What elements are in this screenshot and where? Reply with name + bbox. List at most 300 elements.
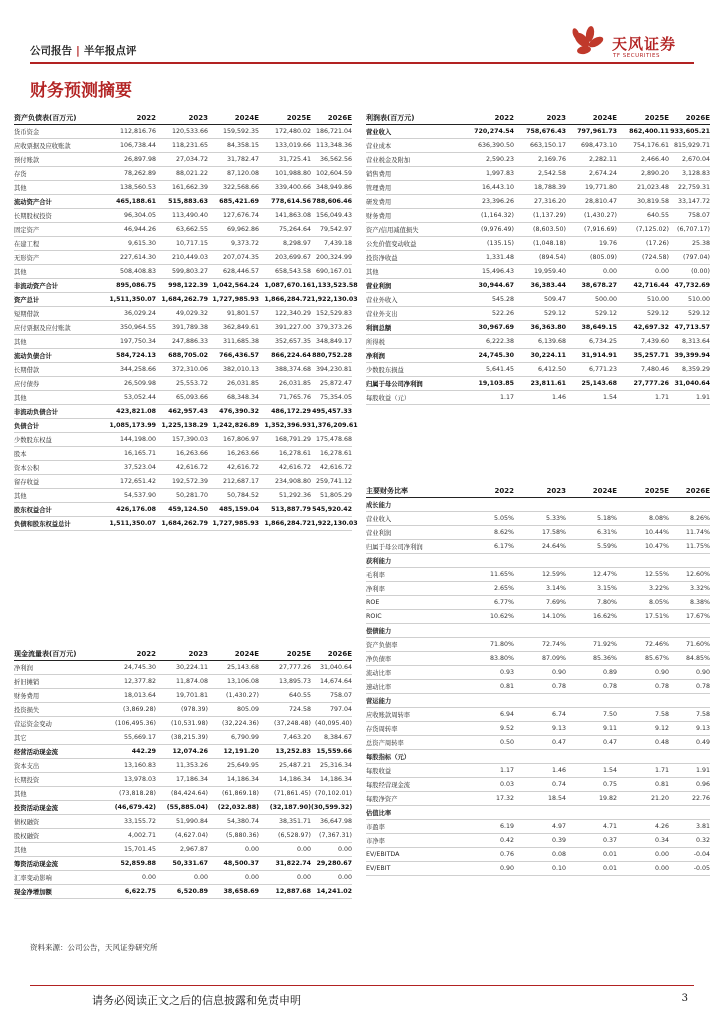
cell-value: 0.90 (617, 666, 669, 680)
cell-value: 998,122.39 (156, 279, 208, 293)
row-label: 营业外收入 (366, 293, 458, 307)
cell-value: 0.00 (208, 871, 259, 885)
cell-value: 88,021.22 (156, 167, 208, 181)
row-label: 净利润 (366, 349, 458, 363)
table-row (14, 857, 352, 871)
row-label: 股东权益合计 (14, 503, 100, 517)
table-row (14, 293, 352, 307)
row-label: 市净率 (366, 834, 458, 848)
table-row (14, 251, 352, 265)
table-row (366, 377, 710, 391)
cell-value: 0.03 (458, 778, 514, 792)
cell-value: 42,716.44 (617, 279, 669, 293)
cell-value: (61,869.18) (208, 787, 259, 801)
cell-value (566, 554, 617, 568)
column-header: 2025E (259, 111, 311, 125)
cell-value (669, 554, 710, 568)
cell-value: 33,147.72 (669, 195, 710, 209)
table-row (366, 391, 710, 405)
cell-value: 71.92% (566, 638, 617, 652)
cell-value: 17.51% (617, 610, 669, 624)
row-label: ROE (366, 596, 458, 610)
cell-value: 47,713.57 (669, 321, 710, 335)
cell-value: 96,304.05 (100, 209, 156, 223)
row-label: 资产负债率 (366, 638, 458, 652)
row-label: 流动资产合计 (14, 195, 100, 209)
cell-value (566, 498, 617, 512)
cell-value: 9,615.30 (100, 237, 156, 251)
cell-value: 91,801.57 (208, 307, 259, 321)
cell-value: 6.94 (458, 708, 514, 722)
cell-value: 6,734.25 (566, 335, 617, 349)
cell-value: 26,509.98 (100, 377, 156, 391)
cell-value: 127,676.74 (208, 209, 259, 223)
cell-value: 2,890.20 (617, 167, 669, 181)
cell-value: 5,641.45 (458, 363, 514, 377)
cell-value: 42,616.72 (156, 461, 208, 475)
table-row (366, 708, 710, 722)
cell-value: 12,191.20 (208, 745, 259, 759)
cell-value: (724.58) (617, 251, 669, 265)
cell-value: 197,750.34 (100, 335, 156, 349)
cell-value: 7.58 (669, 708, 710, 722)
row-label: 无形资产 (14, 251, 100, 265)
cell-value: 1,225,138.29 (156, 419, 208, 433)
cell-value: 36,383.44 (514, 279, 566, 293)
cell-value: 754,176.61 (617, 139, 669, 153)
table-row (14, 745, 352, 759)
cell-value: 7.69% (514, 596, 566, 610)
cell-value: 38,658.69 (208, 885, 259, 899)
cell-value: 515,883.63 (156, 195, 208, 209)
row-label: 资本支出 (14, 759, 100, 773)
row-label: 每股收益 (366, 764, 458, 778)
row-label: 折旧摊销 (14, 675, 100, 689)
row-label: 非流动负债合计 (14, 405, 100, 419)
row-label: 固定资产 (14, 223, 100, 237)
cell-value: 1,087,670.16 (259, 279, 311, 293)
cell-value (514, 750, 566, 764)
table-row (14, 209, 352, 223)
cell-value: 0.48 (617, 736, 669, 750)
cell-value: 509.47 (514, 293, 566, 307)
cell-value: 529.12 (617, 307, 669, 321)
row-label: 归属于母公司净利润 (366, 377, 458, 391)
cell-value: 13,160.83 (100, 759, 156, 773)
table-row (14, 265, 352, 279)
row-label: 少数股东权益 (14, 433, 100, 447)
row-label: EV/EBITDA (366, 848, 458, 862)
cell-value: 1,242,826.89 (208, 419, 259, 433)
table-row (14, 321, 352, 335)
row-label: 研发费用 (366, 195, 458, 209)
cell-value: 0.78 (617, 680, 669, 694)
cell-value: 3.14% (514, 582, 566, 596)
cell-value: 203,699.67 (259, 251, 311, 265)
row-label: 应付债券 (14, 377, 100, 391)
cell-value: 1.54 (566, 391, 617, 405)
row-label: 其他 (14, 391, 100, 405)
table-row (14, 167, 352, 181)
column-header: 2025E (259, 647, 311, 661)
cell-value: 0.78 (669, 680, 710, 694)
report-section: 半年报点评 (83, 45, 137, 57)
cell-value: 71.80% (458, 638, 514, 652)
cell-value: 18,788.39 (514, 181, 566, 195)
cell-value: (10,531.98) (156, 717, 208, 731)
cell-value: 1,866,284.72 (259, 517, 311, 531)
cell-value: 322,568.66 (208, 181, 259, 195)
cell-value: 6,790.99 (208, 731, 259, 745)
cell-value: 362,849.61 (208, 321, 259, 335)
cell-value: 25,316.34 (311, 759, 352, 773)
page-title: 财务预测摘要 (30, 81, 132, 101)
column-header: 2026E (311, 647, 352, 661)
cell-value: 55,669.17 (100, 731, 156, 745)
row-label: 长期投资 (14, 773, 100, 787)
cell-value: 0.00 (566, 265, 617, 279)
cell-value: 65,093.66 (156, 391, 208, 405)
cell-value: 78,262.89 (100, 167, 156, 181)
cell-value: 4.26 (617, 820, 669, 834)
table-row (14, 489, 352, 503)
table-row (366, 153, 710, 167)
cell-value: 2,282.11 (566, 153, 617, 167)
cell-value: 0.47 (514, 736, 566, 750)
cell-value: 8.05% (617, 596, 669, 610)
row-label: 存货 (14, 167, 100, 181)
row-label: 营业税金及附加 (366, 153, 458, 167)
cell-value: -0.04 (669, 848, 710, 862)
cell-value: 101,988.80 (259, 167, 311, 181)
cell-value: 0.47 (566, 736, 617, 750)
cell-value: 9.12 (617, 722, 669, 736)
row-label: 每股指标（元） (366, 750, 458, 764)
table-row (14, 661, 352, 675)
cell-value: 84.85% (669, 652, 710, 666)
cell-value: 0.50 (458, 736, 514, 750)
cell-value: 4.97 (514, 820, 566, 834)
cell-value: 19,701.81 (156, 689, 208, 703)
cell-value: 866,224.64 (259, 349, 311, 363)
row-label: 在建工程 (14, 237, 100, 251)
table-row (366, 335, 710, 349)
table-row (14, 335, 352, 349)
cell-value: 42,697.32 (617, 321, 669, 335)
cell-value: 31,040.64 (669, 377, 710, 391)
cell-value: 4.71 (566, 820, 617, 834)
cell-value: 6,520.89 (156, 885, 208, 899)
cell-value: 75,354.05 (311, 391, 352, 405)
column-header: 2026E (311, 111, 352, 125)
cell-value: 25,143.68 (566, 377, 617, 391)
cell-value: 186,721.04 (311, 125, 352, 139)
table-header-row (366, 484, 710, 498)
logo-name-cn: 天风证券 (612, 35, 677, 53)
cell-value: 6.74 (514, 708, 566, 722)
table-row (366, 610, 710, 624)
table-row (366, 764, 710, 778)
cell-value: 0.00 (156, 871, 208, 885)
cell-value: (70,102.01) (311, 787, 352, 801)
cell-value: 161,662.39 (156, 181, 208, 195)
cell-value (458, 806, 514, 820)
table-row (14, 717, 352, 731)
row-label: 营运能力 (366, 694, 458, 708)
cell-value: 1,684,262.79 (156, 517, 208, 531)
cell-value: 28,810.47 (566, 195, 617, 209)
cell-value: 599,803.27 (156, 265, 208, 279)
table-row (366, 265, 710, 279)
cell-value: 14,241.02 (311, 885, 352, 899)
cell-value: (6,707.17) (669, 223, 710, 237)
cell-value (669, 806, 710, 820)
table-header-row (366, 111, 710, 125)
cell-value: 2,169.76 (514, 153, 566, 167)
row-label: 负债和股东权益总计 (14, 517, 100, 531)
cell-value: 0.90 (669, 666, 710, 680)
cell-value: 388,374.68 (259, 363, 311, 377)
cell-value: 1,042,564.24 (208, 279, 259, 293)
column-header: 2024E (208, 111, 259, 125)
cell-value: 1.17 (458, 764, 514, 778)
cell-value: 628,446.57 (208, 265, 259, 279)
table-row (366, 792, 710, 806)
cell-value: 42,616.72 (208, 461, 259, 475)
cell-value: 36,647.98 (311, 815, 352, 829)
cell-value: 175,478.68 (311, 433, 352, 447)
cell-value: 7.58 (617, 708, 669, 722)
cell-value (669, 624, 710, 638)
cell-value (514, 554, 566, 568)
table-title: 利润表(百万元) (366, 111, 458, 125)
cell-value: 16.62% (566, 610, 617, 624)
cell-value: 102,604.59 (311, 167, 352, 181)
cell-value (566, 806, 617, 820)
row-label: 股本 (14, 447, 100, 461)
cell-value: 6.31% (566, 526, 617, 540)
cell-value: 11,353.26 (156, 759, 208, 773)
cell-value (617, 750, 669, 764)
cell-value: 11.74% (669, 526, 710, 540)
cell-value: 36,562.56 (311, 153, 352, 167)
cell-value: 1.54 (566, 764, 617, 778)
cell-value: 1,331.48 (458, 251, 514, 265)
cell-value: 0.96 (669, 778, 710, 792)
table-row (366, 582, 710, 596)
cell-value: 212,687.17 (208, 475, 259, 489)
cell-value: 234,908.80 (259, 475, 311, 489)
cell-value: 122,340.29 (259, 307, 311, 321)
cell-value: 54,537.90 (100, 489, 156, 503)
cell-value: (37,248.48) (259, 717, 311, 731)
cell-value: 19,771.80 (566, 181, 617, 195)
cell-value: (1,164.32) (458, 209, 514, 223)
table-row (14, 871, 352, 885)
cell-value: 4,002.71 (100, 829, 156, 843)
cell-value: 6,412.50 (514, 363, 566, 377)
cell-value: 788,606.46 (311, 195, 352, 209)
row-label: 利润总额 (366, 321, 458, 335)
table-row (366, 834, 710, 848)
row-label: 营业成本 (366, 139, 458, 153)
table-row (14, 433, 352, 447)
cell-value (617, 554, 669, 568)
table-row (366, 223, 710, 237)
balance-sheet-table (14, 111, 358, 531)
cell-value: 36,363.80 (514, 321, 566, 335)
cell-value (566, 624, 617, 638)
section-row (366, 750, 710, 764)
cell-value: 42,616.72 (311, 461, 352, 475)
cell-value: 0.00 (100, 871, 156, 885)
cell-value: 157,390.03 (156, 433, 208, 447)
cell-value: 5.59% (566, 540, 617, 554)
cell-value: (894.54) (514, 251, 566, 265)
logo-name-en: TF SECURITIES (613, 53, 660, 59)
cell-value: 26,031.85 (259, 377, 311, 391)
cell-value: 0.90 (514, 666, 566, 680)
cell-value: (0.00) (669, 265, 710, 279)
cell-value: -0.05 (669, 862, 710, 876)
cell-value: 663,150.17 (514, 139, 566, 153)
row-label: 营业利润 (366, 279, 458, 293)
table-row (14, 181, 352, 195)
column-header: 2022 (100, 647, 156, 661)
cell-value: 2,590.23 (458, 153, 514, 167)
cell-value: 38,649.15 (566, 321, 617, 335)
cell-value: 1,352,396.93 (259, 419, 311, 433)
cell-value: 1,133,523.58 (311, 279, 352, 293)
cell-value: 51,990.84 (156, 815, 208, 829)
table-row (366, 540, 710, 554)
cell-value: (17.26) (617, 237, 669, 251)
row-label: 负债合计 (14, 419, 100, 433)
cell-value: (7,125.02) (617, 223, 669, 237)
cell-value: 862,400.11 (617, 125, 669, 139)
cell-value: 1.46 (514, 391, 566, 405)
cell-value: 2,466.40 (617, 153, 669, 167)
row-label: 成长能力 (366, 498, 458, 512)
cell-value: 486,172.29 (259, 405, 311, 419)
row-label: 汇率变动影响 (14, 871, 100, 885)
row-label: 应收账款周转率 (366, 708, 458, 722)
table-row (14, 461, 352, 475)
cell-value: 0.78 (566, 680, 617, 694)
table-row (14, 829, 352, 843)
cell-value: 0.00 (259, 843, 311, 857)
cell-value: 0.49 (669, 736, 710, 750)
cell-value: 797.04 (311, 703, 352, 717)
cell-value: 2,674.24 (566, 167, 617, 181)
cell-value: 6.77% (458, 596, 514, 610)
cell-value: 11.75% (669, 540, 710, 554)
cell-value: 1,997.83 (458, 167, 514, 181)
cell-value: 152,529.83 (311, 307, 352, 321)
row-label: 其他 (14, 787, 100, 801)
cell-value: 21.20 (617, 792, 669, 806)
cell-value: 144,198.00 (100, 433, 156, 447)
cell-value: 1.17 (458, 391, 514, 405)
cell-value: 1,922,130.03 (311, 517, 352, 531)
cell-value: 3.22% (617, 582, 669, 596)
cell-value: 5.18% (566, 512, 617, 526)
cell-value: 30,224.11 (514, 349, 566, 363)
row-label: 营业收入 (366, 125, 458, 139)
cell-value: 6,222.38 (458, 335, 514, 349)
row-label: 长期股权投资 (14, 209, 100, 223)
cell-value: 6.17% (458, 540, 514, 554)
row-label: 非流动资产合计 (14, 279, 100, 293)
row-label: 其他 (366, 265, 458, 279)
cell-value: (55,885.04) (156, 801, 208, 815)
section-row (366, 554, 710, 568)
cell-value: 247,886.33 (156, 335, 208, 349)
cell-value: 426,176.08 (100, 503, 156, 517)
cell-value: 14,186.34 (208, 773, 259, 787)
cell-value: 459,124.50 (156, 503, 208, 517)
cell-value: (46,679.42) (100, 801, 156, 815)
cell-value: 1.71 (617, 391, 669, 405)
cell-value: 1,376,209.61 (311, 419, 352, 433)
table-row (366, 181, 710, 195)
cell-value: 778,614.56 (259, 195, 311, 209)
cell-value: (7,367.31) (311, 829, 352, 843)
table-row (14, 391, 352, 405)
table-row (366, 638, 710, 652)
row-label: 流动负债合计 (14, 349, 100, 363)
cell-value: 25,649.95 (208, 759, 259, 773)
logo-icon (566, 20, 610, 60)
cell-value: 0.89 (566, 666, 617, 680)
cell-value: (1,048.18) (514, 237, 566, 251)
row-label: 营业外支出 (366, 307, 458, 321)
cell-value: 10.62% (458, 610, 514, 624)
cell-value: 12.55% (617, 568, 669, 582)
cell-value: 766,436.57 (208, 349, 259, 363)
cell-value: 47,732.69 (669, 279, 710, 293)
cell-value: 2,670.04 (669, 153, 710, 167)
table-row (366, 666, 710, 680)
cell-value: 7.50 (566, 708, 617, 722)
cell-value: 797,961.73 (566, 125, 617, 139)
cell-value: 19,959.40 (514, 265, 566, 279)
cell-value: 23,811.61 (514, 377, 566, 391)
cell-value (514, 806, 566, 820)
cell-value: (1,430.27) (208, 689, 259, 703)
cell-value: 17.58% (514, 526, 566, 540)
row-label: 净负债率 (366, 652, 458, 666)
cell-value: 156,049.43 (311, 209, 352, 223)
cell-value: 805.09 (208, 703, 259, 717)
cell-value: (5,880.36) (208, 829, 259, 843)
table-row (14, 475, 352, 489)
cell-value: 120,533.66 (156, 125, 208, 139)
cell-value: (84,424.64) (156, 787, 208, 801)
cell-value: 27,777.26 (617, 377, 669, 391)
cell-value: 348,949.86 (311, 181, 352, 195)
table-row (14, 195, 352, 209)
cell-value: 17.67% (669, 610, 710, 624)
cell-value: 54,380.74 (208, 815, 259, 829)
cell-value: 529.12 (514, 307, 566, 321)
cell-value: 0.08 (514, 848, 566, 862)
table-row (14, 815, 352, 829)
row-label: 总资产周转率 (366, 736, 458, 750)
table-title: 现金流量表(百万元) (14, 647, 100, 661)
row-label: 偿债能力 (366, 624, 458, 638)
row-label: 应收票据及应收账款 (14, 139, 100, 153)
